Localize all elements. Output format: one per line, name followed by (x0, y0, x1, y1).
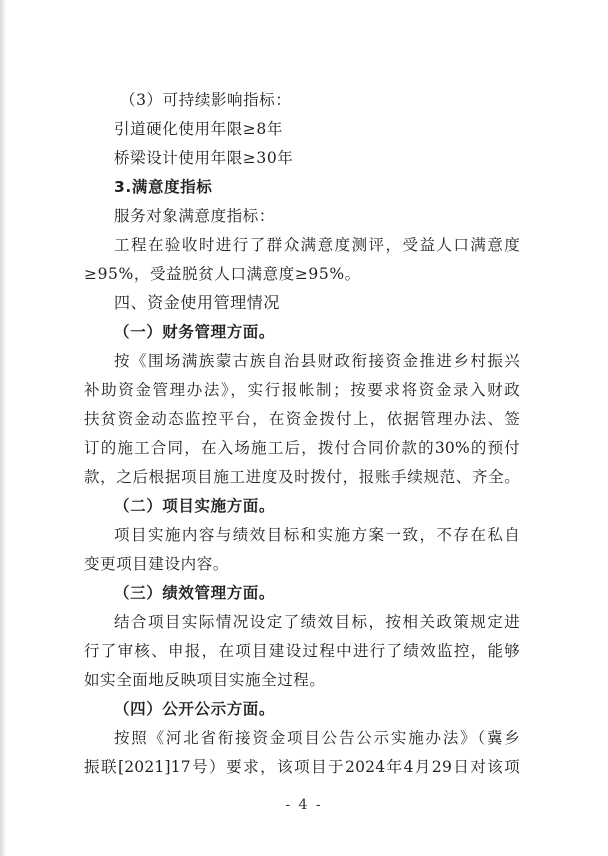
bridge-design-life-indicator: 桥梁设计使用年限≥30年 (114, 149, 294, 167)
satisfaction-indicator-heading: 3.满意度指标 (114, 178, 213, 196)
financial-paragraph-line-4: 订的施工合同，在入场施工后，拨付合同价款的30%的预付 (84, 439, 520, 457)
implementation-paragraph-line-1: 项目实施内容与绩效目标和实施方案一致，不存在私自 (114, 526, 520, 544)
financial-paragraph-line-2: 补助资金管理办法》，实行报帐制；按要求将资金录入财政 (84, 381, 520, 399)
section-four-heading: 四、资金使用管理情况 (114, 293, 281, 312)
service-satisfaction-label: 服务对象满意度指标： (114, 207, 276, 225)
performance-paragraph-line-2: 行了审核、申报，在项目建设过程中进行了绩效监控，能够 (84, 642, 520, 660)
page-number: - 4 - (285, 797, 323, 813)
financial-paragraph-line-5: 款，之后根据项目施工进度及时拨付，报账手续规范、齐全。 (84, 468, 520, 486)
satisfaction-survey-line-1: 工程在验收时进行了群众满意度测评，受益人口满意度 (114, 236, 520, 254)
financial-management-heading: （一）财务管理方面。 (114, 322, 276, 341)
implementation-heading: （二）项目实施方面。 (114, 496, 276, 515)
performance-paragraph-line-1: 结合项目实际情况设定了绩效目标，按相关政策规定进 (114, 613, 520, 631)
sustainable-impact-heading: （3）可持续影响指标： (120, 91, 292, 109)
performance-management-heading: （三）绩效管理方面。 (114, 583, 276, 602)
publicity-heading: （四）公开公示方面。 (114, 699, 276, 718)
publicity-paragraph-line-2: 振联[2021]17号）要求，该项目于2024年4月29日对该项 (84, 758, 520, 776)
approach-road-life-indicator: 引道硬化使用年限≥8年 (114, 120, 283, 138)
performance-paragraph-line-3: 如实全面地反映项目实施全过程。 (84, 671, 326, 689)
satisfaction-survey-line-2: ≥95%，受益脱贫人口满意度≥95%。 (84, 265, 361, 283)
implementation-paragraph-line-2: 变更项目建设内容。 (84, 555, 229, 573)
publicity-paragraph-line-1: 按照《河北省衔接资金项目公告公示实施办法》（冀乡 (114, 729, 520, 747)
financial-paragraph-line-1: 按《围场满族蒙古族自治县财政衔接资金推进乡村振兴 (114, 352, 520, 370)
financial-paragraph-line-3: 扶贫资金动态监控平台，在资金拨付上，依据管理办法、签 (84, 410, 520, 428)
